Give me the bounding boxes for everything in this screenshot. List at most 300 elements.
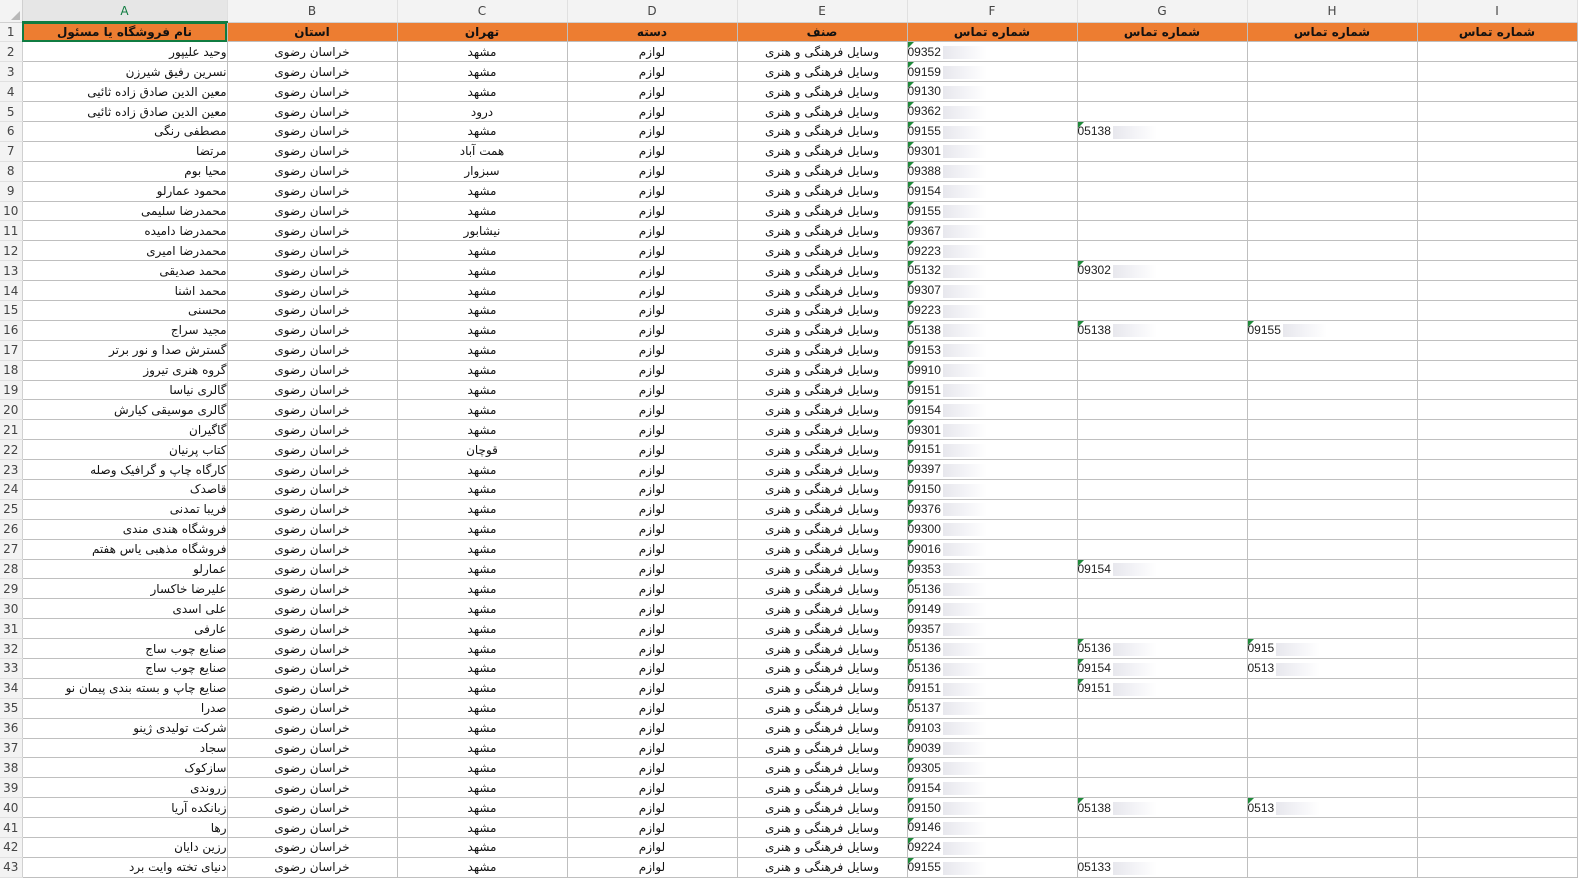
cell-phone-3[interactable] (1247, 460, 1417, 480)
cell-province[interactable]: خراسان رضوی (227, 738, 397, 758)
cell-phone-3[interactable] (1247, 360, 1417, 380)
row-header[interactable]: 17 (0, 340, 22, 360)
cell-category[interactable]: لوازم (567, 460, 737, 480)
cell-phone-1[interactable] (907, 360, 1077, 380)
cell-province[interactable]: خراسان رضوی (227, 141, 397, 161)
cell-category[interactable]: لوازم (567, 559, 737, 579)
header-cell-g[interactable]: شماره تماس (1077, 22, 1247, 42)
cell-phone-4[interactable] (1417, 519, 1577, 539)
cell-guild[interactable]: وسایل فرهنگی و هنری (737, 499, 907, 519)
row-header[interactable]: 42 (0, 838, 22, 858)
cell-phone-4[interactable] (1417, 320, 1577, 340)
header-cell-a[interactable]: نام فروشگاه یا مسئول (22, 22, 227, 42)
cell-province[interactable]: خراسان رضوی (227, 599, 397, 619)
cell-city[interactable]: مشهد (397, 579, 567, 599)
cell-phone-3[interactable] (1247, 758, 1417, 778)
cell-phone-2[interactable] (1077, 102, 1247, 122)
cell-phone-2[interactable] (1077, 82, 1247, 102)
cell-province[interactable]: خراسان رضوی (227, 519, 397, 539)
cell-province[interactable]: خراسان رضوی (227, 539, 397, 559)
cell-store-name[interactable]: صنایع چوب ساج (22, 639, 227, 659)
cell-city[interactable]: مشهد (397, 241, 567, 261)
cell-guild[interactable]: وسایل فرهنگی و هنری (737, 619, 907, 639)
row-header[interactable]: 32 (0, 639, 22, 659)
cell-phone-3[interactable] (1247, 479, 1417, 499)
row-header[interactable]: 3 (0, 62, 22, 82)
cell-store-name[interactable]: کارگاه چاپ و گرافیک وصله (22, 460, 227, 480)
cell-city[interactable]: مشهد (397, 360, 567, 380)
cell-city[interactable]: مشهد (397, 698, 567, 718)
cell-store-name[interactable]: محمود عمارلو (22, 181, 227, 201)
cell-phone-1[interactable] (907, 181, 1077, 201)
cell-city[interactable]: درود (397, 102, 567, 122)
cell-category[interactable]: لوازم (567, 420, 737, 440)
cell-phone-3[interactable] (1247, 857, 1417, 877)
cell-store-name[interactable]: مجید سراج (22, 320, 227, 340)
cell-guild[interactable]: وسایل فرهنگی و هنری (737, 678, 907, 698)
row-header[interactable]: 23 (0, 460, 22, 480)
cell-phone-3[interactable] (1247, 698, 1417, 718)
cell-guild[interactable]: وسایل فرهنگی و هنری (737, 320, 907, 340)
cell-phone-1[interactable] (907, 698, 1077, 718)
cell-phone-2[interactable] (1077, 738, 1247, 758)
cell-phone-1[interactable] (907, 261, 1077, 281)
cell-phone-2[interactable] (1077, 639, 1247, 659)
cell-province[interactable]: خراسان رضوی (227, 460, 397, 480)
cell-category[interactable]: لوازم (567, 241, 737, 261)
cell-category[interactable]: لوازم (567, 261, 737, 281)
cell-province[interactable]: خراسان رضوی (227, 261, 397, 281)
cell-province[interactable]: خراسان رضوی (227, 102, 397, 122)
cell-category[interactable]: لوازم (567, 181, 737, 201)
column-header-f[interactable]: F (907, 0, 1077, 22)
row-header[interactable]: 19 (0, 380, 22, 400)
cell-province[interactable]: خراسان رضوی (227, 678, 397, 698)
row-header[interactable]: 22 (0, 440, 22, 460)
cell-city[interactable]: مشهد (397, 778, 567, 798)
row-header[interactable]: 24 (0, 479, 22, 499)
cell-guild[interactable]: وسایل فرهنگی و هنری (737, 360, 907, 380)
cell-phone-2[interactable] (1077, 241, 1247, 261)
cell-category[interactable]: لوازم (567, 659, 737, 679)
cell-guild[interactable]: وسایل فرهنگی و هنری (737, 420, 907, 440)
row-header[interactable]: 15 (0, 300, 22, 320)
header-cell-e[interactable]: صنف (737, 22, 907, 42)
cell-phone-3[interactable] (1247, 499, 1417, 519)
cell-phone-2[interactable] (1077, 300, 1247, 320)
cell-city[interactable]: سبزوار (397, 161, 567, 181)
cell-guild[interactable]: وسایل فرهنگی و هنری (737, 102, 907, 122)
cell-phone-4[interactable] (1417, 579, 1577, 599)
cell-phone-1[interactable] (907, 241, 1077, 261)
cell-province[interactable]: خراسان رضوی (227, 579, 397, 599)
cell-phone-1[interactable] (907, 519, 1077, 539)
cell-category[interactable]: لوازم (567, 619, 737, 639)
cell-phone-1[interactable] (907, 818, 1077, 838)
cell-city[interactable]: قوچان (397, 440, 567, 460)
cell-city[interactable]: مشهد (397, 599, 567, 619)
row-header[interactable]: 37 (0, 738, 22, 758)
cell-phone-4[interactable] (1417, 340, 1577, 360)
cell-phone-3[interactable] (1247, 659, 1417, 679)
cell-phone-3[interactable] (1247, 161, 1417, 181)
cell-store-name[interactable]: محمد صدیقی (22, 261, 227, 281)
header-cell-b[interactable]: استان (227, 22, 397, 42)
cell-city[interactable]: مشهد (397, 857, 567, 877)
cell-city[interactable]: مشهد (397, 121, 567, 141)
cell-guild[interactable]: وسایل فرهنگی و هنری (737, 281, 907, 301)
cell-phone-2[interactable] (1077, 619, 1247, 639)
cell-province[interactable]: خراسان رضوی (227, 857, 397, 877)
cell-city[interactable]: همت آباد (397, 141, 567, 161)
cell-city[interactable]: مشهد (397, 400, 567, 420)
cell-guild[interactable]: وسایل فرهنگی و هنری (737, 579, 907, 599)
header-cell-d[interactable]: دسته (567, 22, 737, 42)
cell-province[interactable]: خراسان رضوی (227, 380, 397, 400)
cell-category[interactable]: لوازم (567, 221, 737, 241)
cell-phone-1[interactable] (907, 738, 1077, 758)
cell-phone-1[interactable] (907, 499, 1077, 519)
cell-city[interactable]: مشهد (397, 678, 567, 698)
cell-guild[interactable]: وسایل فرهنگی و هنری (737, 82, 907, 102)
cell-store-name[interactable]: معین الدین صادق زاده ثائیی (22, 82, 227, 102)
cell-phone-3[interactable] (1247, 340, 1417, 360)
column-header-b[interactable]: B (227, 0, 397, 22)
cell-phone-4[interactable] (1417, 659, 1577, 679)
cell-phone-3[interactable] (1247, 141, 1417, 161)
header-cell-i[interactable]: شماره تماس (1417, 22, 1577, 42)
cell-guild[interactable]: وسایل فرهنگی و هنری (737, 479, 907, 499)
cell-store-name[interactable]: فروشگاه مذهبی یاس هفتم (22, 539, 227, 559)
row-header[interactable]: 5 (0, 102, 22, 122)
cell-phone-2[interactable] (1077, 678, 1247, 698)
cell-guild[interactable]: وسایل فرهنگی و هنری (737, 539, 907, 559)
cell-guild[interactable]: وسایل فرهنگی و هنری (737, 42, 907, 62)
cell-store-name[interactable]: محمدرضا امیری (22, 241, 227, 261)
row-header[interactable]: 40 (0, 798, 22, 818)
cell-phone-2[interactable] (1077, 599, 1247, 619)
cell-city[interactable]: مشهد (397, 201, 567, 221)
cell-phone-2[interactable] (1077, 121, 1247, 141)
cell-category[interactable]: لوازم (567, 82, 737, 102)
cell-city[interactable]: مشهد (397, 420, 567, 440)
cell-category[interactable]: لوازم (567, 778, 737, 798)
cell-guild[interactable]: وسایل فرهنگی و هنری (737, 718, 907, 738)
cell-phone-3[interactable] (1247, 838, 1417, 858)
row-header[interactable]: 2 (0, 42, 22, 62)
cell-store-name[interactable]: گاگیران (22, 420, 227, 440)
cell-phone-4[interactable] (1417, 559, 1577, 579)
column-header-a[interactable]: A (22, 0, 227, 22)
cell-phone-1[interactable] (907, 320, 1077, 340)
row-header[interactable]: 9 (0, 181, 22, 201)
cell-phone-1[interactable] (907, 281, 1077, 301)
column-header-g[interactable]: G (1077, 0, 1247, 22)
cell-guild[interactable]: وسایل فرهنگی و هنری (737, 221, 907, 241)
cell-phone-3[interactable] (1247, 718, 1417, 738)
cell-phone-2[interactable] (1077, 221, 1247, 241)
cell-category[interactable]: لوازم (567, 400, 737, 420)
cell-phone-3[interactable] (1247, 221, 1417, 241)
cell-city[interactable]: مشهد (397, 659, 567, 679)
cell-store-name[interactable]: رها (22, 818, 227, 838)
cell-phone-1[interactable] (907, 400, 1077, 420)
cell-phone-2[interactable] (1077, 261, 1247, 281)
row-header[interactable]: 10 (0, 201, 22, 221)
row-header[interactable]: 30 (0, 599, 22, 619)
cell-phone-1[interactable] (907, 420, 1077, 440)
cell-store-name[interactable]: سجاد (22, 738, 227, 758)
cell-phone-2[interactable] (1077, 281, 1247, 301)
cell-guild[interactable]: وسایل فرهنگی و هنری (737, 340, 907, 360)
cell-category[interactable]: لوازم (567, 579, 737, 599)
cell-phone-4[interactable] (1417, 678, 1577, 698)
cell-province[interactable]: خراسان رضوی (227, 320, 397, 340)
row-header[interactable]: 20 (0, 400, 22, 420)
cell-phone-4[interactable] (1417, 400, 1577, 420)
cell-province[interactable]: خراسان رضوی (227, 619, 397, 639)
cell-phone-3[interactable] (1247, 121, 1417, 141)
row-header[interactable]: 28 (0, 559, 22, 579)
cell-city[interactable]: مشهد (397, 499, 567, 519)
cell-city[interactable]: مشهد (397, 281, 567, 301)
cell-phone-2[interactable] (1077, 818, 1247, 838)
cell-category[interactable]: لوازم (567, 360, 737, 380)
cell-phone-4[interactable] (1417, 857, 1577, 877)
header-cell-f[interactable]: شماره تماس (907, 22, 1077, 42)
cell-phone-2[interactable] (1077, 360, 1247, 380)
cell-phone-4[interactable] (1417, 440, 1577, 460)
cell-guild[interactable]: وسایل فرهنگی و هنری (737, 698, 907, 718)
cell-guild[interactable]: وسایل فرهنگی و هنری (737, 400, 907, 420)
cell-category[interactable]: لوازم (567, 838, 737, 858)
cell-store-name[interactable]: گروه هنری تیروز (22, 360, 227, 380)
cell-store-name[interactable]: رزین دایان (22, 838, 227, 858)
cell-category[interactable]: لوازم (567, 281, 737, 301)
cell-province[interactable]: خراسان رضوی (227, 818, 397, 838)
cell-phone-3[interactable] (1247, 440, 1417, 460)
cell-city[interactable]: مشهد (397, 738, 567, 758)
cell-guild[interactable]: وسایل فرهنگی و هنری (737, 121, 907, 141)
cell-phone-1[interactable] (907, 380, 1077, 400)
cell-phone-2[interactable] (1077, 340, 1247, 360)
cell-phone-2[interactable] (1077, 698, 1247, 718)
cell-city[interactable]: نیشابور (397, 221, 567, 241)
cell-guild[interactable]: وسایل فرهنگی و هنری (737, 440, 907, 460)
cell-phone-2[interactable] (1077, 539, 1247, 559)
cell-phone-3[interactable] (1247, 42, 1417, 62)
row-header[interactable]: 7 (0, 141, 22, 161)
cell-phone-2[interactable] (1077, 659, 1247, 679)
cell-phone-2[interactable] (1077, 519, 1247, 539)
cell-category[interactable]: لوازم (567, 300, 737, 320)
cell-store-name[interactable]: معین الدین صادق زاده ثائیی (22, 102, 227, 122)
cell-phone-1[interactable] (907, 340, 1077, 360)
cell-guild[interactable]: وسایل فرهنگی و هنری (737, 559, 907, 579)
cell-phone-3[interactable] (1247, 798, 1417, 818)
cell-category[interactable]: لوازم (567, 798, 737, 818)
cell-guild[interactable]: وسایل فرهنگی و هنری (737, 141, 907, 161)
cell-phone-1[interactable] (907, 221, 1077, 241)
cell-city[interactable]: مشهد (397, 320, 567, 340)
cell-phone-1[interactable] (907, 42, 1077, 62)
cell-phone-1[interactable] (907, 659, 1077, 679)
cell-store-name[interactable]: محمدرضا سلیمی (22, 201, 227, 221)
cell-phone-1[interactable] (907, 102, 1077, 122)
cell-phone-2[interactable] (1077, 380, 1247, 400)
cell-province[interactable]: خراسان رضوی (227, 778, 397, 798)
cell-city[interactable]: مشهد (397, 838, 567, 858)
cell-category[interactable]: لوازم (567, 678, 737, 698)
cell-phone-4[interactable] (1417, 499, 1577, 519)
cell-phone-1[interactable] (907, 62, 1077, 82)
row-header[interactable]: 1 (0, 22, 22, 42)
cell-phone-4[interactable] (1417, 42, 1577, 62)
cell-guild[interactable]: وسایل فرهنگی و هنری (737, 798, 907, 818)
cell-store-name[interactable]: کتاب پرنیان (22, 440, 227, 460)
cell-phone-4[interactable] (1417, 201, 1577, 221)
cell-guild[interactable]: وسایل فرهنگی و هنری (737, 778, 907, 798)
cell-city[interactable]: مشهد (397, 261, 567, 281)
cell-city[interactable]: مشهد (397, 380, 567, 400)
cell-phone-3[interactable] (1247, 281, 1417, 301)
row-header[interactable]: 18 (0, 360, 22, 380)
cell-phone-1[interactable] (907, 559, 1077, 579)
cell-city[interactable]: مشهد (397, 559, 567, 579)
cell-store-name[interactable]: صنایع چوب ساج (22, 659, 227, 679)
cell-province[interactable]: خراسان رضوی (227, 440, 397, 460)
cell-phone-3[interactable] (1247, 519, 1417, 539)
cell-category[interactable]: لوازم (567, 758, 737, 778)
cell-phone-2[interactable] (1077, 42, 1247, 62)
cell-store-name[interactable]: مصطفی رنگی (22, 121, 227, 141)
row-header[interactable]: 13 (0, 261, 22, 281)
cell-phone-4[interactable] (1417, 619, 1577, 639)
cell-province[interactable]: خراسان رضوی (227, 698, 397, 718)
cell-phone-4[interactable] (1417, 798, 1577, 818)
cell-city[interactable]: مشهد (397, 619, 567, 639)
cell-phone-1[interactable] (907, 758, 1077, 778)
row-header[interactable]: 14 (0, 281, 22, 301)
cell-phone-1[interactable] (907, 579, 1077, 599)
cell-phone-4[interactable] (1417, 460, 1577, 480)
cell-phone-1[interactable] (907, 440, 1077, 460)
row-header[interactable]: 35 (0, 698, 22, 718)
row-header[interactable]: 29 (0, 579, 22, 599)
cell-province[interactable]: خراسان رضوی (227, 659, 397, 679)
cell-phone-3[interactable] (1247, 778, 1417, 798)
cell-province[interactable]: خراسان رضوی (227, 718, 397, 738)
cell-phone-1[interactable] (907, 141, 1077, 161)
cell-city[interactable]: مشهد (397, 539, 567, 559)
cell-phone-4[interactable] (1417, 738, 1577, 758)
cell-phone-3[interactable] (1247, 818, 1417, 838)
cell-phone-1[interactable] (907, 539, 1077, 559)
cell-city[interactable]: مشهد (397, 62, 567, 82)
cell-category[interactable]: لوازم (567, 738, 737, 758)
cell-guild[interactable]: وسایل فرهنگی و هنری (737, 460, 907, 480)
cell-city[interactable]: مشهد (397, 300, 567, 320)
cell-phone-1[interactable] (907, 599, 1077, 619)
cell-store-name[interactable]: صدرا (22, 698, 227, 718)
cell-province[interactable]: خراسان رضوی (227, 420, 397, 440)
cell-category[interactable]: لوازم (567, 62, 737, 82)
cell-category[interactable]: لوازم (567, 718, 737, 738)
cell-guild[interactable]: وسایل فرهنگی و هنری (737, 261, 907, 281)
cell-phone-2[interactable] (1077, 479, 1247, 499)
cell-category[interactable]: لوازم (567, 440, 737, 460)
cell-phone-2[interactable] (1077, 460, 1247, 480)
cell-province[interactable]: خراسان رضوی (227, 758, 397, 778)
row-header[interactable]: 36 (0, 718, 22, 738)
cell-phone-2[interactable] (1077, 718, 1247, 738)
cell-province[interactable]: خراسان رضوی (227, 838, 397, 858)
cell-guild[interactable]: وسایل فرهنگی و هنری (737, 181, 907, 201)
row-header[interactable]: 21 (0, 420, 22, 440)
cell-guild[interactable]: وسایل فرهنگی و هنری (737, 62, 907, 82)
cell-category[interactable]: لوازم (567, 698, 737, 718)
cell-phone-4[interactable] (1417, 479, 1577, 499)
cell-category[interactable]: لوازم (567, 121, 737, 141)
cell-phone-1[interactable] (907, 161, 1077, 181)
cell-store-name[interactable]: شرکت تولیدی ژینو (22, 718, 227, 738)
cell-store-name[interactable]: محمد اشنا (22, 281, 227, 301)
cell-phone-1[interactable] (907, 201, 1077, 221)
cell-city[interactable]: مشهد (397, 82, 567, 102)
cell-phone-3[interactable] (1247, 241, 1417, 261)
cell-province[interactable]: خراسان رضوی (227, 300, 397, 320)
cell-province[interactable]: خراسان رضوی (227, 559, 397, 579)
cell-phone-3[interactable] (1247, 599, 1417, 619)
cell-city[interactable]: مشهد (397, 718, 567, 738)
cell-phone-2[interactable] (1077, 201, 1247, 221)
cell-store-name[interactable]: گالری موسیقی کیارش (22, 400, 227, 420)
cell-phone-2[interactable] (1077, 62, 1247, 82)
cell-phone-4[interactable] (1417, 818, 1577, 838)
cell-phone-4[interactable] (1417, 261, 1577, 281)
cell-province[interactable]: خراسان رضوی (227, 281, 397, 301)
cell-store-name[interactable]: زروندی (22, 778, 227, 798)
column-header-e[interactable]: E (737, 0, 907, 22)
row-header[interactable]: 26 (0, 519, 22, 539)
row-header[interactable]: 39 (0, 778, 22, 798)
cell-phone-3[interactable] (1247, 380, 1417, 400)
cell-phone-4[interactable] (1417, 161, 1577, 181)
row-header[interactable]: 25 (0, 499, 22, 519)
cell-guild[interactable]: وسایل فرهنگی و هنری (737, 519, 907, 539)
cell-category[interactable]: لوازم (567, 201, 737, 221)
cell-phone-3[interactable] (1247, 678, 1417, 698)
cell-city[interactable]: مشهد (397, 519, 567, 539)
row-header[interactable]: 43 (0, 857, 22, 877)
cell-guild[interactable]: وسایل فرهنگی و هنری (737, 738, 907, 758)
cell-category[interactable]: لوازم (567, 161, 737, 181)
cell-phone-1[interactable] (907, 857, 1077, 877)
cell-category[interactable]: لوازم (567, 599, 737, 619)
cell-guild[interactable]: وسایل فرهنگی و هنری (737, 201, 907, 221)
cell-phone-2[interactable] (1077, 161, 1247, 181)
cell-phone-4[interactable] (1417, 300, 1577, 320)
cell-phone-3[interactable] (1247, 261, 1417, 281)
cell-phone-3[interactable] (1247, 738, 1417, 758)
cell-phone-4[interactable] (1417, 838, 1577, 858)
cell-phone-2[interactable] (1077, 857, 1247, 877)
cell-phone-4[interactable] (1417, 758, 1577, 778)
cell-phone-3[interactable] (1247, 539, 1417, 559)
cell-guild[interactable]: وسایل فرهنگی و هنری (737, 639, 907, 659)
cell-store-name[interactable]: فروشگاه هندی مندی (22, 519, 227, 539)
cell-phone-1[interactable] (907, 82, 1077, 102)
